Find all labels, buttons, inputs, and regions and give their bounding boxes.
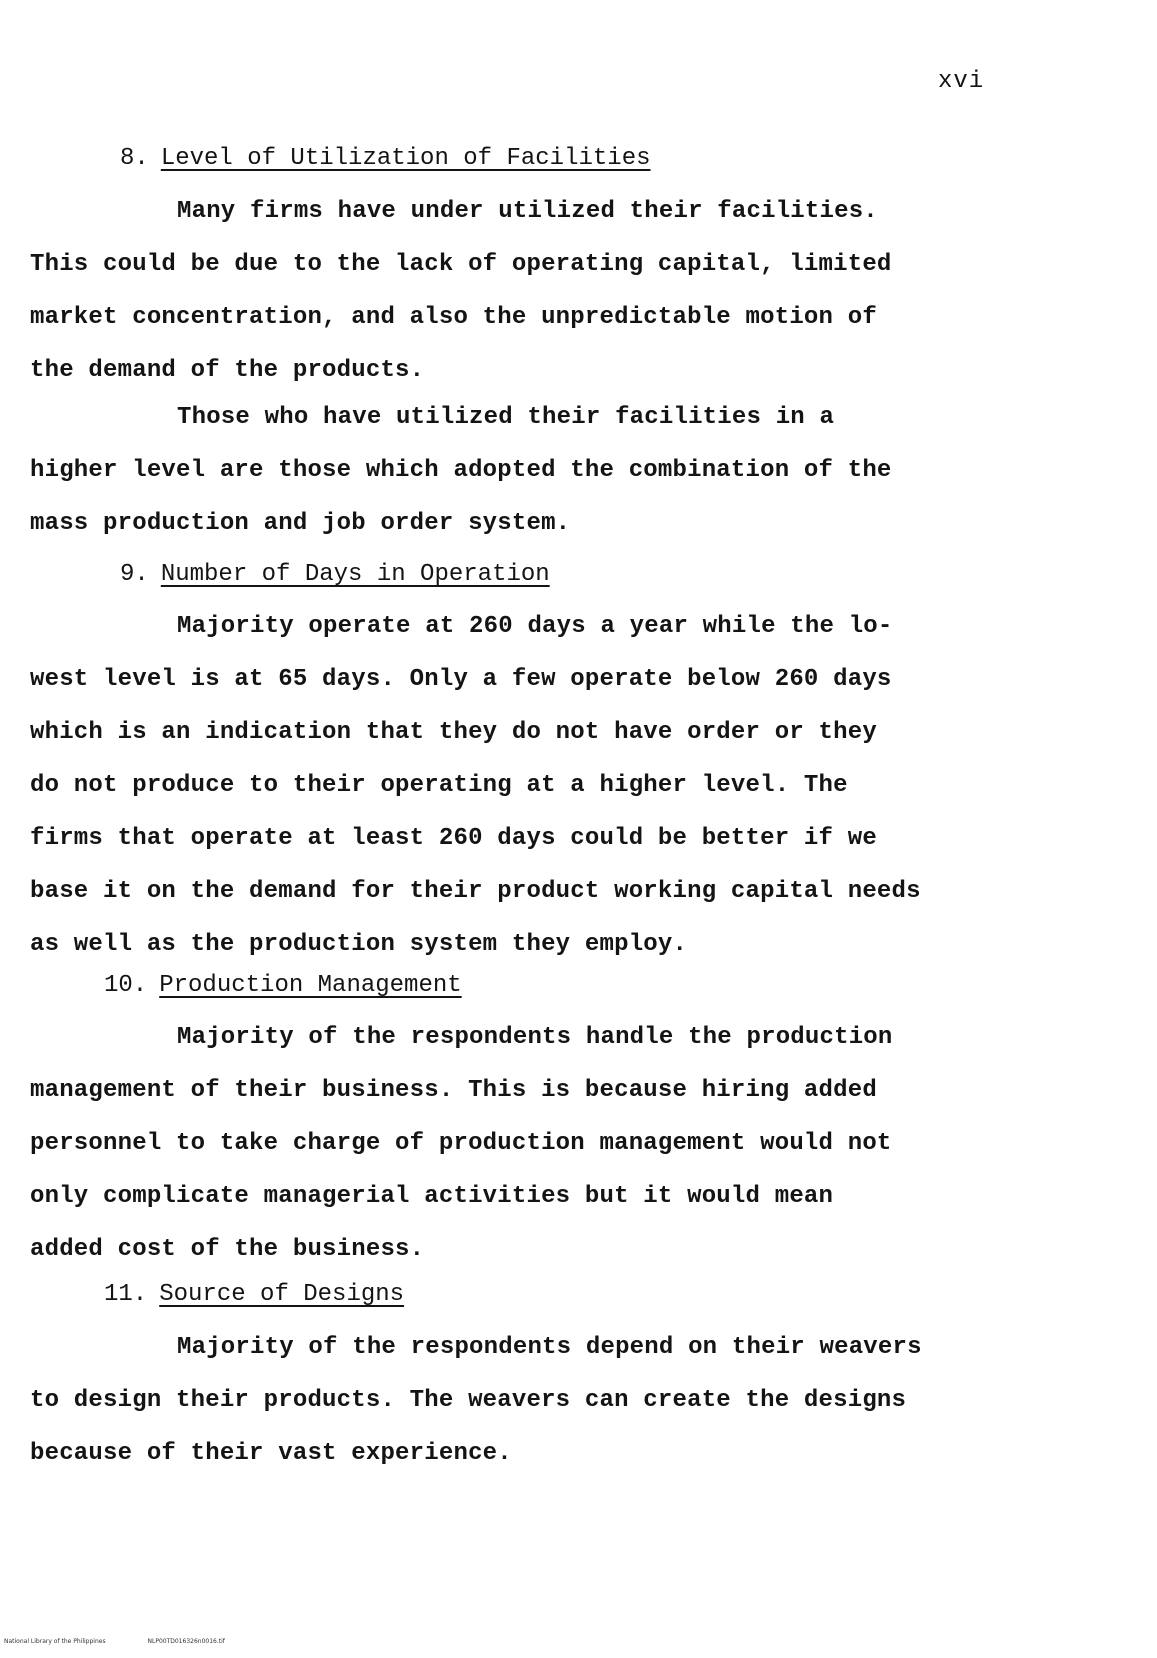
scan-footer [4, 1638, 265, 1645]
text-line: market concentration, and also the unpredictable motion of [30, 304, 877, 331]
section-10-paragraph-1 [30, 1011, 1030, 1276]
text-line: higher level are those which adopted the combination of the [30, 457, 892, 484]
text-line: the demand of the products. [30, 357, 425, 384]
text-line: Those who have utilized their facilities in a [177, 404, 835, 431]
section-11-paragraph-1 [30, 1321, 1030, 1480]
section-heading-9 [120, 548, 550, 601]
text-line: added cost of the business. [30, 1236, 425, 1263]
footer-file: NLP00TD016326n0016.tif [147, 1638, 225, 1645]
section-8-paragraph-1 [30, 185, 1030, 397]
text-line: Majority operate at 260 days a year while the lo- [177, 613, 893, 640]
text-line: as well as the production system they employ. [30, 931, 688, 958]
text-line: This could be due to the lack of operating capital, limited [30, 251, 892, 278]
text-line: only complicate managerial activities but it would mean [30, 1183, 834, 1210]
footer-library: National Library of the Philippines [4, 1638, 106, 1645]
text-line: which is an indication that they do not have order or they [30, 719, 877, 746]
text-line: Majority of the respondents handle the production [177, 1024, 893, 1051]
text-line: because of their vast experience. [30, 1440, 512, 1467]
section-number: 10. [104, 972, 148, 999]
section-heading-10 [104, 959, 462, 1012]
section-title: Source of Designs [159, 1281, 405, 1308]
text-line: management of their business. This is because hiring added [30, 1077, 877, 1104]
section-number: 8. [120, 145, 149, 172]
text-line: personnel to take charge of production management would not [30, 1130, 892, 1157]
section-9-paragraph-1 [30, 600, 1030, 971]
section-8-paragraph-2 [30, 391, 1030, 550]
text-line: west level is at 65 days. Only a few operate below 260 days [30, 666, 892, 693]
text-line: base it on the demand for their product working capital needs [30, 878, 921, 905]
text-line: Majority of the respondents depend on their weavers [177, 1334, 922, 1361]
page-number: xvi [938, 68, 985, 95]
section-title: Production Management [159, 972, 462, 999]
text-line: do not produce to their operating at a higher level. The [30, 772, 848, 799]
section-number: 11. [104, 1281, 148, 1308]
section-number: 9. [120, 561, 149, 588]
text-line: firms that operate at least 260 days could be better if we [30, 825, 877, 852]
text-line: Many firms have under utilized their facilities. [177, 198, 878, 225]
section-title: Number of Days in Operation [160, 561, 550, 588]
section-title: Level of Utilization of Facilities [160, 145, 651, 172]
section-heading-8 [120, 132, 651, 185]
text-line: mass production and job order system. [30, 510, 571, 537]
text-line: to design their products. The weavers can create the designs [30, 1387, 907, 1414]
section-heading-11 [104, 1268, 404, 1321]
